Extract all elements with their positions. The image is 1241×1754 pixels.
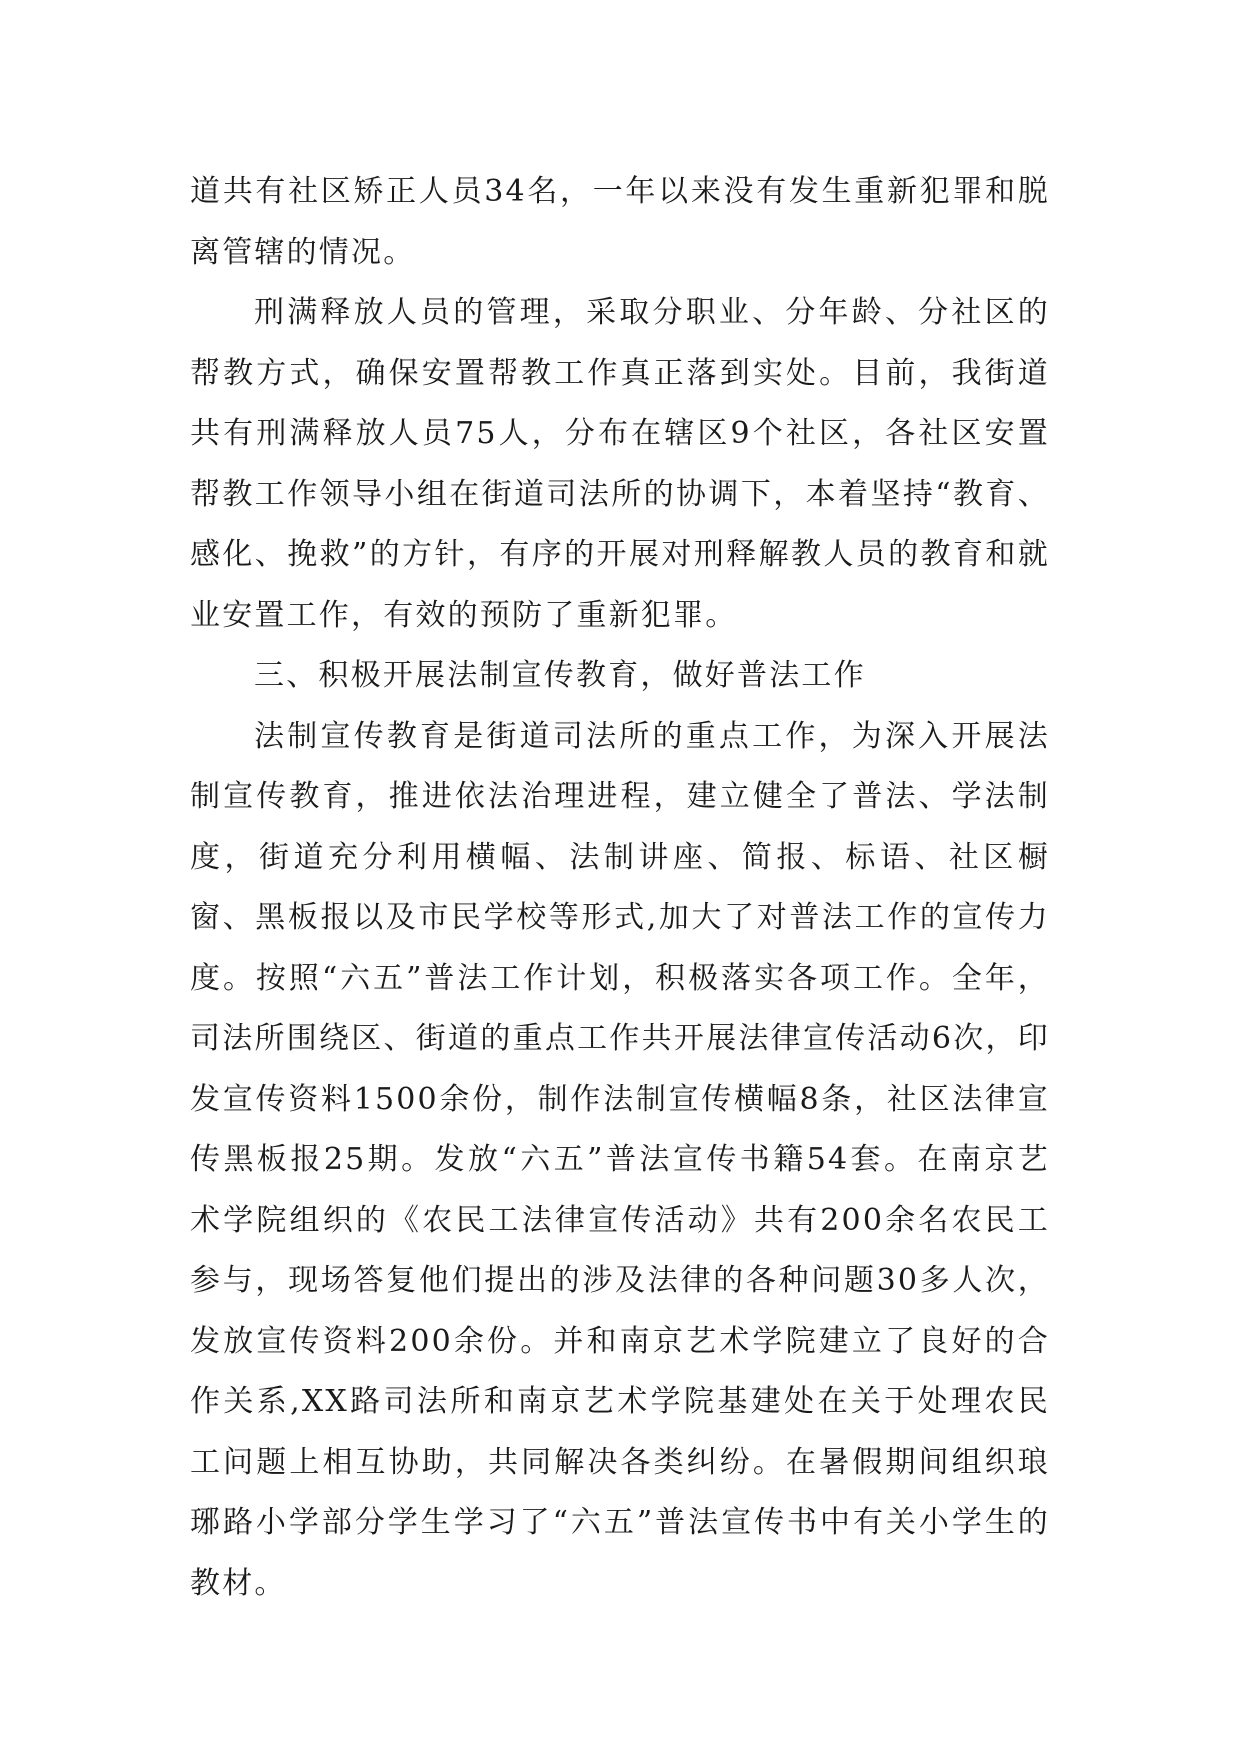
paragraph-continuation: 道共有社区矫正人员34名，一年以来没有发生重新犯罪和脱离管辖的情况。 [190,174,1050,270]
section-heading: 三、积极开展法制宣传教育，做好普法工作 [254,658,866,693]
paragraph-legal-education: 法制宣传教育是街道司法所的重点工作，为深入开展法制宣传教育，推进依法治理进程，建立健全了普法、学法制度，街道充分利用横幅、法制讲座、简报、标语、社区橱窗、黑板报以及市民学校等形式,加大了对普法工作的宣传力度。按照“六五”普法工作计划，积极落实各项工作。全年，司法所围绕区、街道的重点工作共开展法律宣传活动6次，印发宣传资料1500余份，制作法制宣传横幅8条，社区法律宣传黑板报25期。发放“六五”普法宣传书籍54套。在南京艺术学院组织的《农民工法律宣传活动》共有200余名农民工参与，现场答复他们提出的涉及法律的各种问题30多人次，发放宣传资料200余份。并和南京艺术学院建立了良好的合作关系,XX路司法所和南京艺术学院基建处在关于处理农民工问题上相互协助，共同解决各类纠纷。在暑假期间组织琅琊路小学部分学生学习了“六五”普法宣传书中有关小学生的教材。 [190,718,1050,1601]
document-body [190,162,1050,1614]
paragraph-released-persons: 刑满释放人员的管理，采取分职业、分年龄、分社区的帮教方式，确保安置帮教工作真正落到实处。目前，我街道共有刑满释放人员75人，分布在辖区9个社区，各社区安置帮教工作领导小组在街道司法所的协调下，本着坚持“教育、感化、挽救”的方针，有序的开展对刑释解教人员的教育和就业安置工作，有效的预防了重新犯罪。 [190,295,1050,633]
